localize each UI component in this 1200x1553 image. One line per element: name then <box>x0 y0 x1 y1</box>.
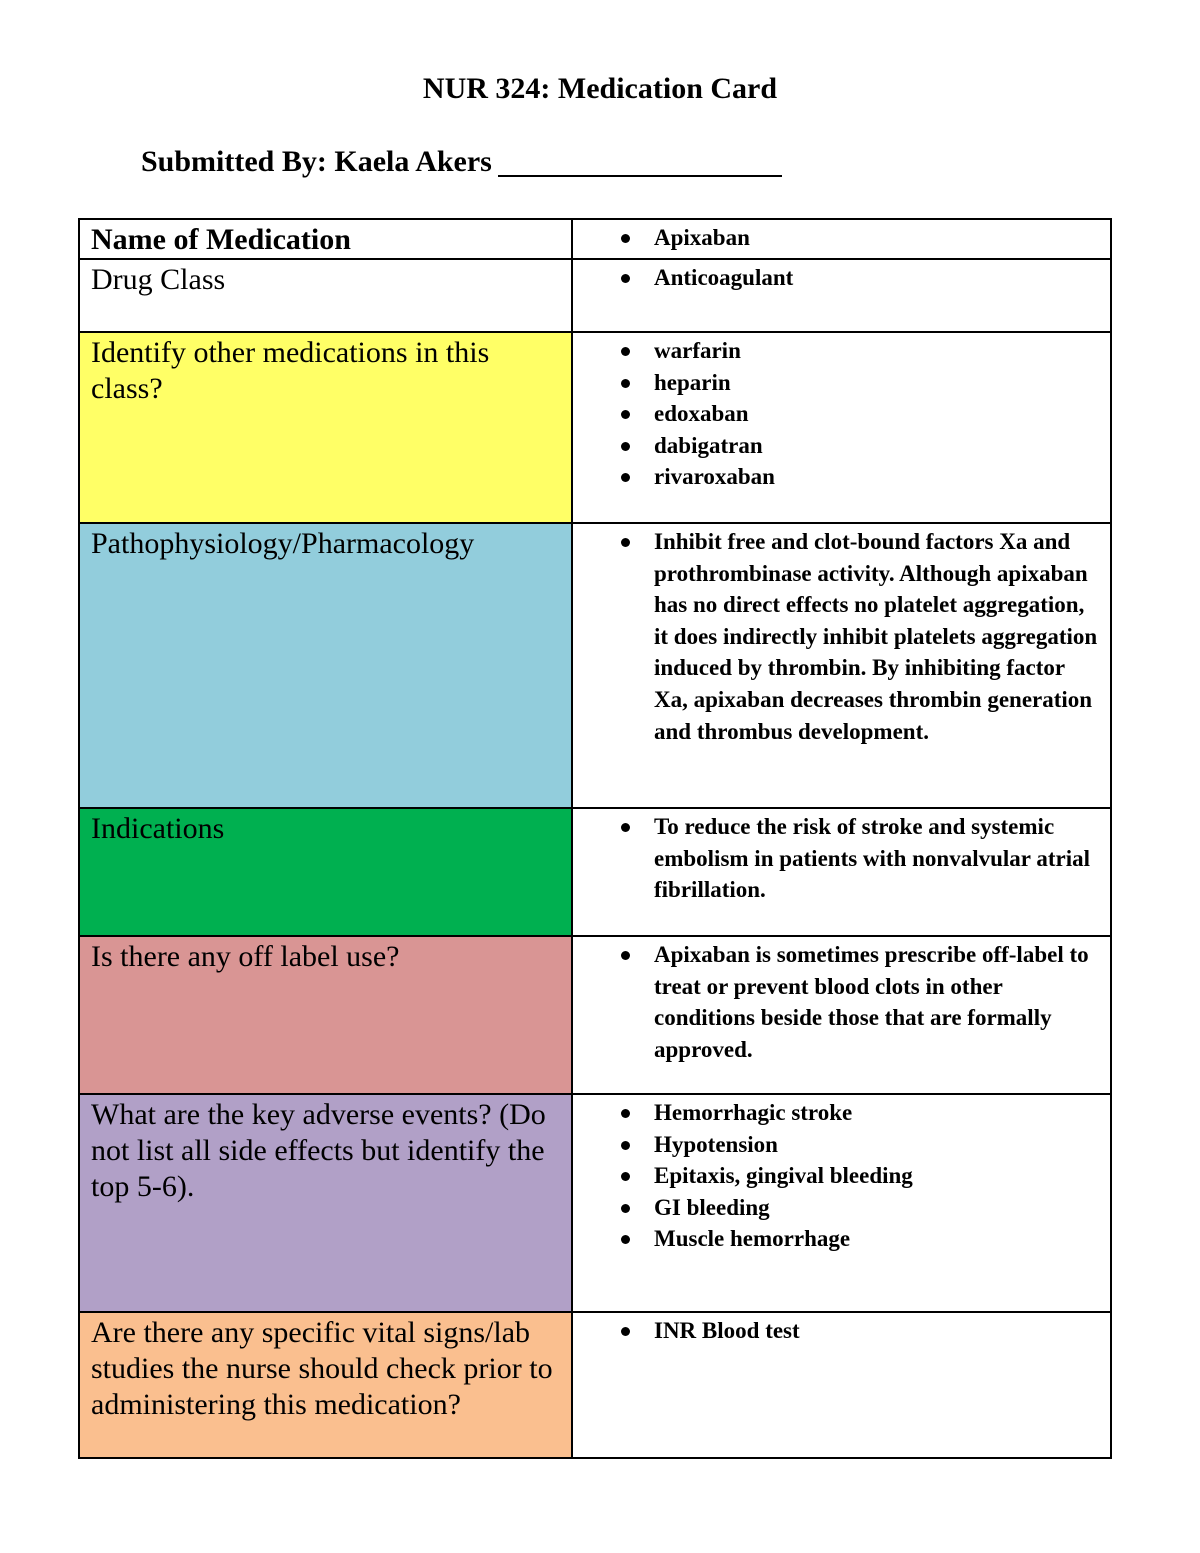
row-label-pathophysiology: Pathophysiology/Pharmacology <box>79 523 572 808</box>
list-item: edoxaban <box>573 398 1100 430</box>
row-value-pathophysiology <box>572 523 1111 808</box>
row-value-off-label <box>572 936 1111 1094</box>
list-item: warfarin <box>573 335 1100 367</box>
submitted-by-line <box>141 145 782 179</box>
row-value-vital-signs <box>572 1312 1111 1458</box>
list-item: Hypotension <box>573 1129 1100 1161</box>
bullet-list <box>573 526 1100 747</box>
signature-blank <box>498 175 782 177</box>
list-item: Apixaban <box>573 222 1100 254</box>
list-item: Epitaxis, gingival bleeding <box>573 1160 1100 1192</box>
bullet-list <box>573 335 1100 493</box>
table-row <box>79 808 1111 936</box>
row-value-name <box>572 219 1111 259</box>
page-title: NUR 324: Medication Card <box>422 72 778 105</box>
row-label-off-label: Is there any off label use? <box>79 936 572 1094</box>
table-row <box>79 259 1111 332</box>
submitted-by-label: Submitted By: Kaela Akers <box>141 145 492 178</box>
list-item: rivaroxaban <box>573 461 1100 493</box>
table-row <box>79 523 1111 808</box>
row-value-adverse-events <box>572 1094 1111 1312</box>
list-item: Muscle hemorrhage <box>573 1223 1100 1255</box>
list-item: Inhibit free and clot-bound factors Xa and prothrombinase activity. Although apixaban has no direct effects no platelet aggregation, it does indirectly inhibit platelets aggregation induced by thrombin. By inhibiting factor Xa, apixaban decreases thrombin generation and thrombus development. <box>573 526 1100 747</box>
list-item: INR Blood test <box>573 1315 1100 1347</box>
row-value-other-meds <box>572 332 1111 523</box>
row-label-indications: Indications <box>79 808 572 936</box>
list-item: Anticoagulant <box>573 262 1100 294</box>
row-label-name: Name of Medication <box>79 219 572 259</box>
medication-card-table <box>78 218 1112 1459</box>
bullet-list <box>573 811 1100 906</box>
bullet-list <box>573 1315 1100 1347</box>
row-label-adverse-events: What are the key adverse events? (Do not list all side effects but identify the top 5-6). <box>79 1094 572 1312</box>
list-item: Apixaban is sometimes prescribe off-label to treat or prevent blood clots in other conditions beside those that are formally approved. <box>573 939 1100 1065</box>
table-row <box>79 1312 1111 1458</box>
table-row <box>79 936 1111 1094</box>
row-value-drug-class <box>572 259 1111 332</box>
list-item: dabigatran <box>573 430 1100 462</box>
table-row <box>79 219 1111 259</box>
list-item: To reduce the risk of stroke and systemic embolism in patients with nonvalvular atrial fibrillation. <box>573 811 1100 906</box>
row-label-other-meds: Identify other medications in this class? <box>79 332 572 523</box>
row-value-indications <box>572 808 1111 936</box>
table-row <box>79 332 1111 523</box>
list-item: heparin <box>573 367 1100 399</box>
table-row <box>79 1094 1111 1312</box>
list-item: GI bleeding <box>573 1192 1100 1224</box>
bullet-list <box>573 939 1100 1065</box>
row-label-vital-signs: Are there any specific vital signs/lab studies the nurse should check prior to administering this medication? <box>79 1312 572 1458</box>
bullet-list <box>573 262 1100 294</box>
row-label-drug-class: Drug Class <box>79 259 572 332</box>
bullet-list <box>573 1097 1100 1255</box>
bullet-list <box>573 222 1100 254</box>
list-item: Hemorrhagic stroke <box>573 1097 1100 1129</box>
